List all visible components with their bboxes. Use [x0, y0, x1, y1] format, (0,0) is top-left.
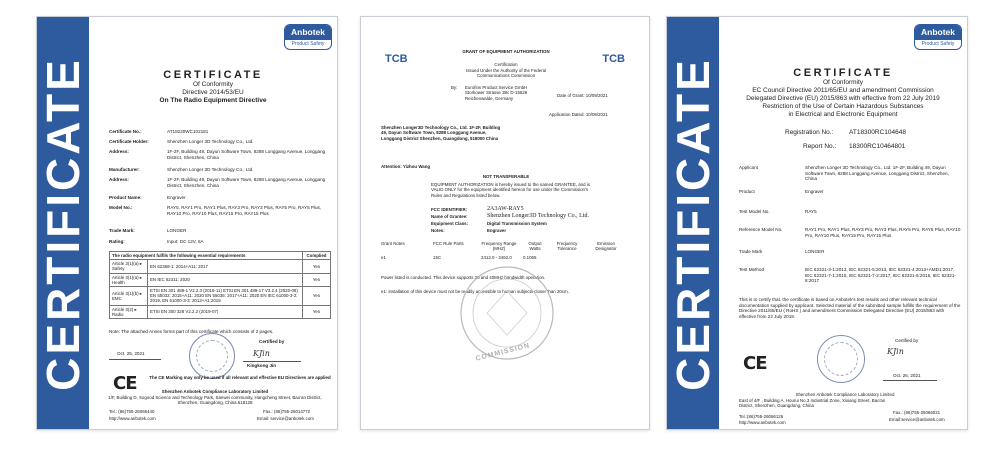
power-note: Power listed is conducted. This device supports 20 and 40MHz bandwidth operation.: [381, 275, 546, 280]
anbotek-logo: Anbotek Product Safety: [284, 24, 332, 50]
ce-mark-icon: CE: [743, 353, 767, 374]
table-row: Article 3(1)(a) ▸ Health EN IEC 62311: 2020 Yes: [110, 273, 331, 286]
cert2-issued: Issued Under the Authority of the Federal Communications Commission: [465, 68, 547, 79]
registration-no-label: Registration No.:: [785, 129, 834, 136]
cert3-certified-by: Certified by: [895, 338, 919, 343]
table-row: The radio equipment fulfils the following essential requirements Complied: [110, 252, 331, 260]
cert2-issuer: Eurofins Product Service GmbH Storkower Strasse 38c D-15526 Reichenwalde, Germany: [465, 85, 528, 101]
grant-title: GRANT OF EQUIPMENT AUTHORIZATION: [462, 49, 550, 54]
cert1-heading: [95, 69, 331, 105]
lab-tel: Tel.: (86)755-26066440: [109, 409, 155, 414]
ce-note: The CE Marking may only be used if all relevant and effective EU Directives are applied: [149, 375, 331, 380]
cert1-of-conformity: Of Conformity: [192, 81, 234, 88]
lab-email: Email:service@anbotek.com: [889, 417, 945, 422]
fcc-id: 2A3AW-RAY5: [487, 206, 524, 212]
lab-name: Shenzhen Anbotek Compliance Laboratory Limited: [795, 392, 895, 397]
lab-address: East of 4/F , Building A, Hourui No.3 Industrial Zone, Xixiang Street, Bao'an District, Shenzhen, Guangdong, China: [739, 398, 886, 409]
report-no: 18300RC10464801: [849, 143, 906, 150]
compliance-stamp: [189, 333, 235, 379]
cert2-cert-word: Certification: [494, 62, 518, 67]
tcb-left: TCB: [385, 53, 408, 65]
signature: KJin: [887, 347, 904, 356]
cert1-note: Note: The attached Annex forms part of this certificate which consists of 2 pages.: [109, 329, 274, 334]
rohs-statement: This is to certify that, the certificate is based on Anbotek's test results and other relevant technical documentation supplied by applicant. Selected material of the submitted sample fulfills the requirement of the Directive 2011/65/EU ( RoHS ) and amendment Commission Delegated Directive (EU) 2015/863 with effective from 22 July 2019.: [739, 297, 961, 319]
signature: KJin: [253, 349, 270, 358]
compliance-stamp: [817, 335, 865, 383]
cert1-subject: On The Radio Equipment Directive: [159, 97, 267, 104]
ce-mark-icon: CE: [113, 373, 137, 394]
lab-address: 1/F, Building D, Sogood Science and Technology Park, Sanwei community, Hangcheng Street, Bao'an District, Shenzhen, Guangdong, China.518128: [108, 395, 322, 406]
cert1-certified-by: Certified by: [259, 339, 285, 344]
band-text: CERTIFICATE: [37, 57, 89, 391]
grantee-name: Shenzhen Longer3D Technology Co., Ltd.: [487, 213, 589, 219]
table-row: Article 3(1)(a) ▸ Safety EN 62368-1: 2014+A11: 2017 Yes: [110, 260, 331, 273]
anbotek-logo: Anbotek Product Safety: [914, 24, 962, 50]
lab-name: Shenzhen Anbotek Compliance Laboratory Limited: [161, 389, 269, 394]
lab-fax: Fax.: (86)755-26066021: [893, 410, 941, 415]
report-no-label: Report No.:: [803, 143, 837, 150]
notes-value: Engraver: [487, 228, 507, 233]
date-of-grant: Date of Grant: 10/09/2021: [557, 93, 608, 98]
seal-text: COMMISSION: [474, 342, 531, 363]
cert1-date: Oct. 25, 2021: [117, 351, 145, 356]
tcb-right: TCB: [602, 53, 625, 65]
certificate-red: CERTIFICATE Anbotek Product Safety CERTIFICATE Of Conformity Directive 2014/53/EU On The Radio Equipment Directive Certificate No.: AT18220WC102181 Certificate Holder: Shenzhen Longer 3D Technology Co., Ltd. Address: 1F-2F, Building 49, Dayun Software Town, 8288 Longgang Avenue, Longgang District, Shenzhen, China Manufacturer: Shenzhen Longer 3D Technology Co., Ltd. Address: 1F-2F, Building 49, Dayun Software Town, 8288 Longgang Avenue, Longgang District, Shenzhen, China Product Name: Engraver Model No.: RAY5, RAY1 Pro, RAY1 Plus, RAY3 Pro, RAY3 Plus, RAY5 Pro, RAY5 Plus, RAY10 Pro, RAY10 Plus, RAY15 Pro, RAY15 Plus Trade Mark: LONGER Rating: Input: DC 12V, 5A The radio equipment fulfils the following essential requirements Complied Article 3(1)(a) ▸ Safety EN 62368-1: 2014+A11: 2017 Yes Article 3(1)(a) ▸ Health EN IEC 62311: 2020 Yes Article 3(1)(b) ▸ EMC ETSI EN 301 489-1 V2.2.3 (2019-11) ETSI EN 301 489-17 V3.2.4 (2020-09) EN 55032: 2015+A11: 2020 EN 55035: 2017+A11: 2020 EN IEC 61000-3-2: 2019, EN 61000-3-3: 2013+A1:2019 Yes Article 3(2) ▸ Radio ETSI EN 300 328 V2.2.2 (2019-07) Yes Note: The attached Annex forms part of this certificate which consists of 2 pages. Certified by KJin Kingkong Jin Oct. 25, 2021 CE The CE Marking may only be used if all relevant and effective EU Directives are applied Shenzhen Anbotek Compliance Laboratory Limited 1/F, Building D, Sogood Science and Technology Park, Sanwei community, Hangcheng Street, Bao'an District, Shenzhen, Guangdong, China.518128 Tel.: (86)755-26066440 Fax.: (86)755-26014772 http://www.anbotek.com Email: service@anbotek.com: [36, 16, 338, 430]
band-text: CERTIFICATE: [667, 57, 719, 391]
authorization-body: EQUIPMENT AUTHORIZATION is hereby issued to the named GRANTEE, and is VALID ONLY for the equipment identified hereon for use under the Commission's Rules and Regulations listed below.: [431, 182, 590, 198]
registration-no: AT18300RC104648: [849, 129, 906, 136]
table-row: Article 3(2) ▸ Radio ETSI EN 300 328 V2.2.2 (2019-07) Yes: [110, 305, 331, 318]
certificate-fcc-grant: TCB TCB GRANT OF EQUIPMENT AUTHORIZATION Certification Issued Under the Authority of the Federal Communications Commission By: Eurofins Product Service GmbH Storkower Strasse 38c D-15526 Reichenwalde, Germany Date of Grant: 10/09/2021 Application Dated: 10/09/2021 Shenzhen Longer3D Technology Co., Ltd. 1F-2F, Building 49, Dayun Software Town, 8288 Longgang Avenue, Longgang District Shenzhen, Guangdong, 518000 China Attention: Yizhou Wang NOT TRANSFERABLE EQUIPMENT AUTHORIZATION is hereby issued to the named GRANTEE, and is VALID ONLY for the equipment identified hereon for use under the Commission's Rules and Regulations listed below. FCC IDENTIFIER: 2A3AW-RAY5 Name of Grantee: Shenzhen Longer3D Technology Co., Ltd. Equipment Class: Digital Transmission System Notes: Engraver Grant Notes FCC Rule Parts Frequency Range (MHZ) Output Watts Frequency Tolerance Emission Designator e1 15C 2412.0 - 2462.0 0.1065 Power listed is conducted. This device supports 20 and 40MHz bandwidth operation. e1: Installation of this device must not be readily accessible to human subjects closer than 20cm. COMMISSION: [360, 16, 650, 430]
attention: Attention: Yizhou Wang: [381, 164, 431, 169]
certificate-band: [37, 17, 89, 429]
certificate-rohs: CERTIFICATE Anbotek Product Safety CERTIFICATE Of Conformity EC Council Directive 2011/65/EU and amendment Commission Delegated Directive (EU) 2015/863 with effective from 22 July 2019 Restriction of the Use of Certain Hazardous Substances in Electrical and Electronic Equipment Registration No.: AT18300RC104648 Report No.: 18300RC10464801 Applicant Shenzhen Longer 3D Technology Co., Ltd. 1F-2F, Building 49, Dayun Software Town, 8288 Longgang Avenue, Longgang District, Shenzhen, China Product Engraver Test Model No. RAY5 Reference Model No. RAY1 Pro, RAY1 Plus, RAY3 Pro, RAY3 Plus, RAY5 Pro, RAY5 Plus, RAY10 Pro, RAY10 Plus, RAY15 Pro, RAY15 Plus Trade Mark LONGER Test Method IEC 62321-3-1:2013, IEC 62321-5:2013, IEC 62321-4:2013+AMD1:2017, IEC 62321-7-1:2015, IEC 62321-7-2:2017, IEC 62321-6:2015, IEC 62321-8:2017 This is to certify that, the certificate is based on Anbotek's test results and other relevant technical documentation supplied by applicant. Selected material of the submitted sample fulfills the requirement of the Directive 2011/65/EU ( RoHS ) and amendment Commission Delegated Directive (EU) 2015/863 with effective from 22 July 2019. Certified by CE KJin Oct. 26, 2021 Shenzhen Anbotek Compliance Laboratory Limited East of 4/F , Building A, Hourui No.3 Industrial Zone, Xixiang Street, Bao'an District, Shenzhen, Guangdong, China Tel.:(86)755-26066126 Fax.: (86)755-26066021 http://www.anbotek.com Email:service@anbotek.com: [666, 16, 968, 430]
cert2-by: By:: [451, 85, 458, 90]
lab-web: http://www.anbotek.com: [109, 416, 156, 421]
table-row: Article 3(1)(b) ▸ EMC ETSI EN 301 489-1 V2.2.3 (2019-11) ETSI EN 301 489-17 V3.2.4 (2020-09) EN 55032: 2015+A11: 2020 EN 55035: 2017+A11: 2020 EN IEC 61000-3-2: 2019, EN 61000-3-3: 2013+A1:2019 Yes: [110, 287, 331, 306]
cert1-directive: Directive 2014/53/EU: [182, 89, 244, 96]
cert3-date: Oct. 26, 2021: [893, 373, 921, 378]
install-note: e1: Installation of this device must not be readily accessible to human subjects closer than 20cm.: [381, 289, 569, 294]
lab-web: http://www.anbotek.com: [739, 420, 786, 425]
lab-email: Email: service@anbotek.com: [257, 416, 314, 421]
requirements-table: [109, 251, 331, 319]
cert3-title: CERTIFICATE: [793, 67, 893, 79]
cert1-signer: Kingkong Jin: [247, 363, 277, 368]
certificate-band: [667, 17, 719, 429]
not-transferable: NOT TRANSFERABLE: [482, 174, 530, 179]
grantee-address: Shenzhen Longer3D Technology Co., Ltd. 1F-2F, Building 49, Dayun Software Town, 8288 Longgang Avenue, Longgang District Shenzhen, Guangdong, 518000 China: [381, 125, 501, 141]
cert3-heading: CERTIFICATE Of Conformity EC Council Directive 2011/65/EU and amendment Commission Delegated Directive (EU) 2015/863 with effective from 22 July 2019 Restriction of the Use of Certain Hazardous Substances in Electrical and Electronic Equipment: [725, 67, 961, 119]
equipment-class: Digital Transmission System: [487, 221, 547, 226]
lab-tel: Tel.:(86)755-26066126: [739, 414, 784, 419]
lab-fax: Fax.: (86)755-26014772: [263, 409, 311, 414]
cert1-title: CERTIFICATE: [163, 69, 263, 81]
application-dated: Application Dated: 10/09/2021: [549, 112, 608, 117]
